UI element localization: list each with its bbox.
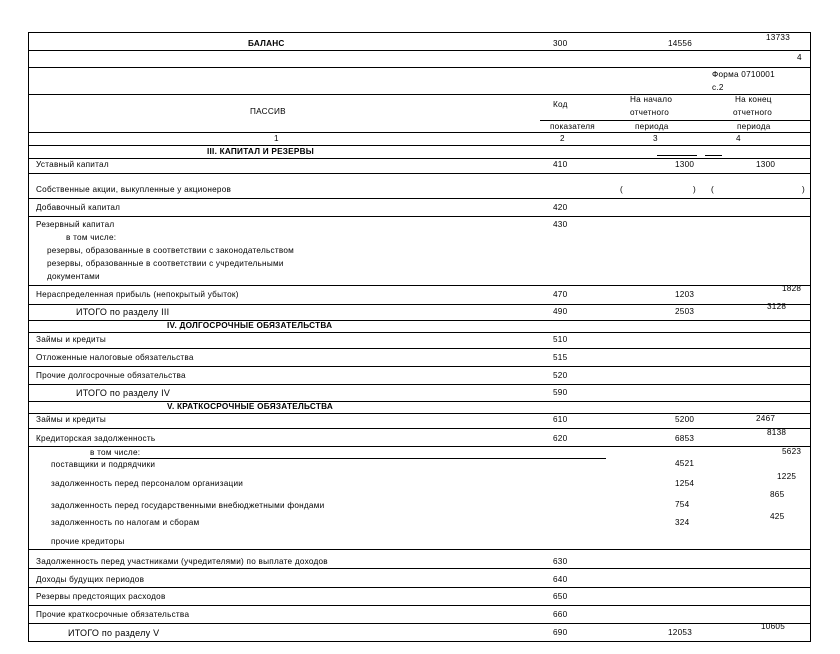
form-number: Форма 0710001 (712, 70, 775, 79)
col-number-4: 4 (736, 134, 741, 143)
col-number-3: 3 (653, 134, 658, 143)
header-end-1: На конец (735, 95, 772, 104)
list-item: документами (47, 272, 100, 281)
balance-start: 14556 (668, 39, 693, 48)
header-passive: ПАССИВ (250, 107, 286, 116)
list-item: в том числе: (90, 448, 141, 457)
page-title: БАЛАНС (248, 39, 285, 48)
header-start-3: периода (635, 122, 669, 131)
header-start-1: На начало (630, 95, 673, 104)
header-end-2: отчетного (733, 108, 773, 117)
section-5-heading: V. КРАТКОСРОЧНЫЕ ОБЯЗАТЕЛЬСТВА (167, 402, 333, 411)
balance-code: 300 (553, 39, 568, 48)
section-4-heading: IV. ДОЛГОСРОЧНЫЕ ОБЯЗАТЕЛЬСТВА (167, 321, 333, 330)
header-start-2: отчетного (630, 108, 670, 117)
header-end-3: периода (737, 122, 771, 131)
list-item: резервы, образованные в соответствии с учредительными (47, 259, 284, 268)
header-code-1: Код (553, 100, 568, 109)
list-item: резервы, образованные в соответствии с законодательством (47, 246, 295, 255)
balance-end: 13733 (766, 33, 791, 42)
page-number: 4 (797, 53, 802, 62)
list-item: в том числе: (66, 233, 117, 242)
section-3-heading: III. КАПИТАЛ И РЕЗЕРВЫ (207, 147, 315, 156)
col-number-1: 1 (274, 134, 279, 143)
form-page: с.2 (712, 83, 724, 92)
header-code-2: показателя (550, 122, 595, 131)
col-number-2: 2 (560, 134, 565, 143)
